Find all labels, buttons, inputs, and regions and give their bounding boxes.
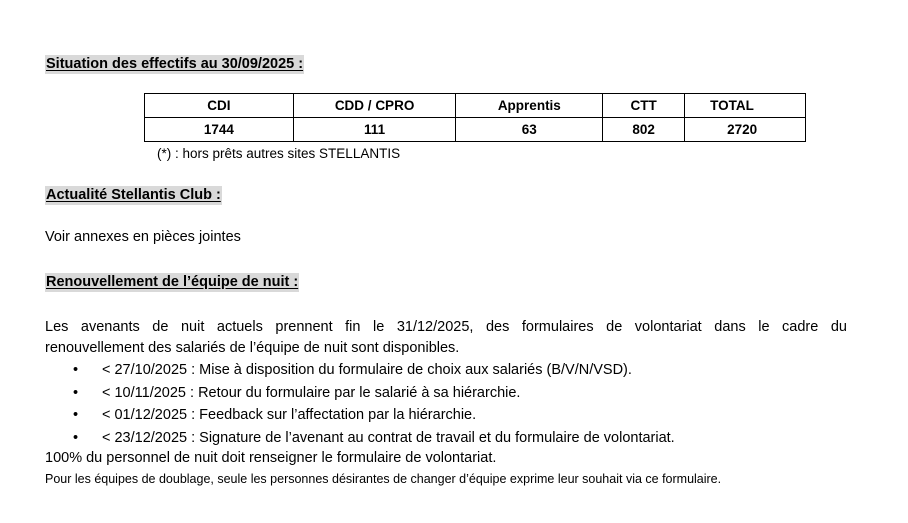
nuit-intro-line-1: Les avenants de nuit actuels prennent fin le 31/12/2025, des formulaires de volontariat dans le cadre du bbox=[45, 319, 847, 335]
list-item-text: < 01/12/2025 : Feedback sur l’affectation par la hiérarchie. bbox=[102, 407, 477, 423]
list-item bbox=[0, 382, 675, 405]
nuit-final-paragraph: 100% du personnel de nuit doit renseigner le formulaire de volontariat. bbox=[45, 450, 497, 466]
list-item bbox=[0, 359, 675, 382]
table-header-cdi: CDI bbox=[145, 94, 294, 118]
deadline-list bbox=[0, 359, 675, 449]
section-title-club: Actualité Stellantis Club : bbox=[46, 187, 221, 203]
list-item-text: < 23/12/2025 : Signature de l’avenant au contrat de travail et du formulaire de volontariat. bbox=[102, 429, 675, 446]
effectifs-table bbox=[144, 93, 806, 142]
nuit-small-note: Pour les équipes de doublage, seule les personnes désirantes de changer d’équipe exprime leur souhait via ce formulaire. bbox=[45, 472, 722, 486]
section-title-nuit: Renouvellement de l’équipe de nuit : bbox=[46, 274, 299, 290]
table-header-ctt: CTT bbox=[603, 94, 685, 118]
club-paragraph: Voir annexes en pièces jointes bbox=[45, 229, 241, 245]
section-title-effectifs: Situation des effectifs au 30/09/2025 : bbox=[46, 56, 304, 72]
list-item-text: < 27/10/2025 : Mise à disposition du formulaire de choix aux salariés (B/V/N/VSD). bbox=[102, 362, 632, 378]
table-cell-total: 2720 bbox=[685, 118, 806, 142]
table-cell-apprentis: 63 bbox=[456, 118, 603, 142]
list-item-text: < 10/11/2025 : Retour du formulaire par le salarié à sa hiérarchie. bbox=[102, 384, 521, 401]
table-cell-cdi: 1744 bbox=[145, 118, 294, 142]
bullet-icon: • bbox=[73, 429, 79, 446]
table-header-apprentis: Apprentis bbox=[456, 94, 603, 118]
table-header-total: TOTAL bbox=[685, 94, 806, 118]
table-header-cdd-cpro: CDD / CPRO bbox=[293, 94, 456, 118]
list-item bbox=[0, 404, 675, 427]
bullet-icon: • bbox=[73, 362, 79, 378]
list-item bbox=[0, 427, 675, 450]
table-row bbox=[145, 118, 806, 142]
table-footnote: (*) : hors prêts autres sites STELLANTIS bbox=[157, 146, 401, 161]
table-cell-cdd-cpro: 111 bbox=[293, 118, 456, 142]
bullet-icon: • bbox=[73, 407, 79, 423]
bullet-icon: • bbox=[73, 384, 79, 401]
nuit-intro-paragraph bbox=[45, 317, 847, 359]
table-cell-ctt: 802 bbox=[603, 118, 685, 142]
nuit-intro-line-2: renouvellement des salariés de l’équipe de nuit sont disponibles. bbox=[45, 340, 460, 356]
table-header-row bbox=[145, 94, 806, 118]
